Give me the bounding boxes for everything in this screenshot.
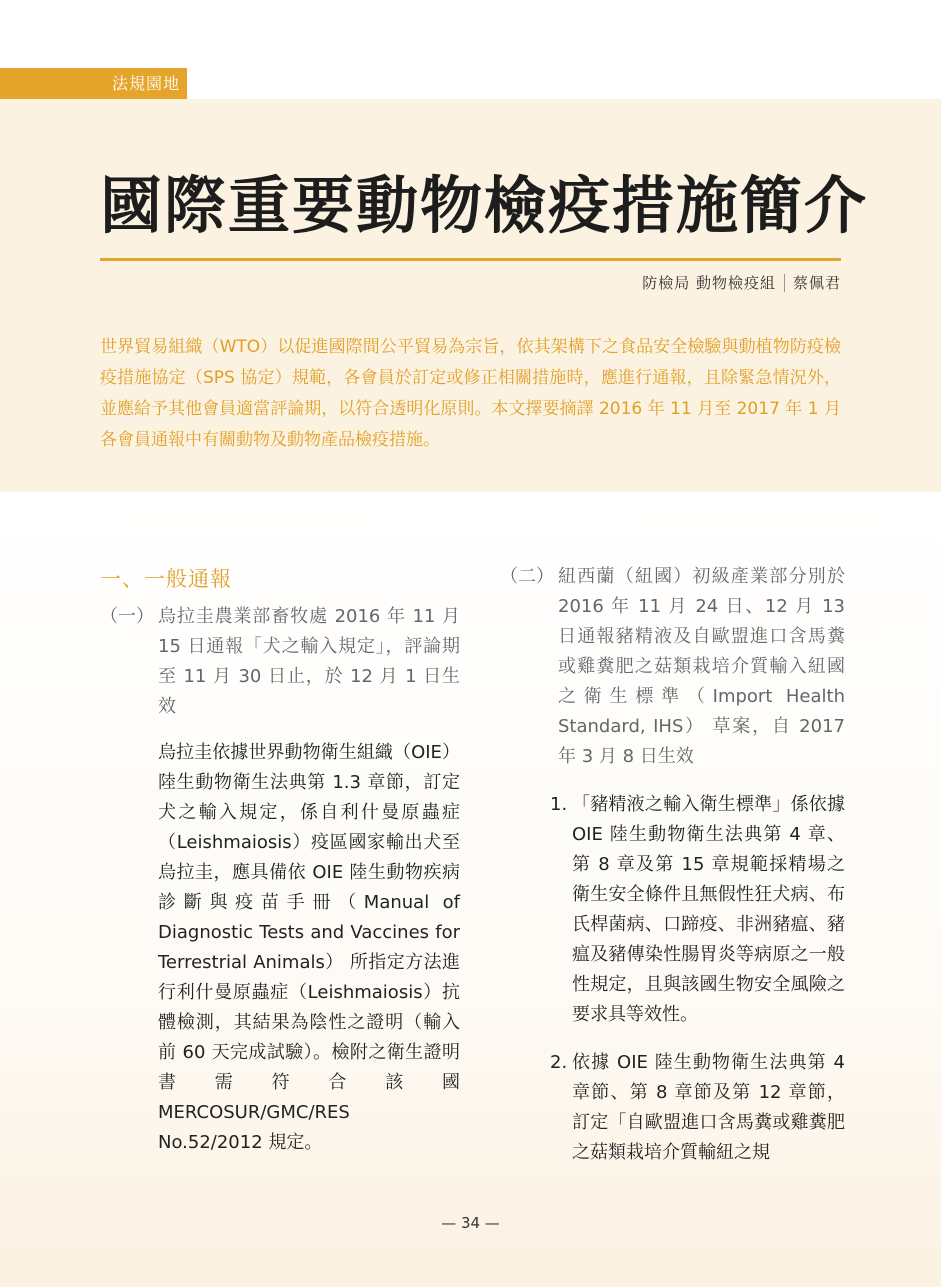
byline (642, 272, 841, 293)
item-title: 紐西蘭（紐國）初級產業部分別於 2016 年 11 月 24 日、12 月 13 日通報豬精液及自歐盟進口含馬糞或雞糞肥之菇類栽培介質輸入紐國之衛生標準（Import Health Standard, IHS） 草案，自 2017 年 3 月 8 日生效 (558, 566, 845, 767)
item-title: 烏拉圭農業部畜牧處 2016 年 11 月 15 日通報「犬之輸入規定」，評論期至 11 月 30 日止，於 12 月 1 日生效 (158, 606, 461, 717)
right-column (500, 562, 845, 1168)
list-item (100, 602, 460, 722)
page-title: 國際重要動物檢疫措施簡介 (100, 169, 869, 242)
sub-item-number: 1. (550, 794, 568, 815)
title-divider (100, 258, 841, 261)
byline-author: 蔡佩君 (792, 274, 841, 292)
item-body: 烏拉圭依據世界動物衛生組織（OIE）陸生動物衛生法典第 1.3 章節，訂定犬之輸入規定，係自利什曼原蟲症（Leishmaiosis）疫區國家輸出犬至烏拉圭，應具備依 OIE 陸生動物疾病診斷與疫苗手冊（Manual of Diagnostic Tests and Vaccines for Terrestrial Animals） 所指定方法進行利什曼原蟲症（Leishmaiosis）抗體檢測，其結果為陰性之證明（輸入前 60 天完成試驗）。檢附之衛生證明書需符合該國 MERCOSUR/GMC/RES No.52/2012 規定。 (158, 742, 460, 1153)
abstract: 世界貿易組織（WTO）以促進國際間公平貿易為宗旨，依其架構下之食品安全檢驗與動植物防疫檢疫措施協定（SPS 協定）規範，各會員於訂定或修正相關措施時，應進行通報，且除緊急情況外，並應給予其他會員適當評論期，以符合透明化原則。本文擇要摘譯 2016 年 11 月至 2017 年 1 月各會員通報中有關動物及動物產品檢疫措施。 (100, 337, 841, 450)
left-column (100, 562, 460, 1158)
sub-item (500, 1048, 845, 1168)
byline-separator (784, 274, 785, 292)
top-margin (0, 0, 941, 68)
list-item (500, 562, 845, 772)
sub-item-text: 「豬精液之輸入衛生標準」係依據 OIE 陸生動物衛生法典第 4 章、第 8 章及第 15 章規範採精場之衛生安全條件且無假性狂犬病、布氏桿菌病、口蹄疫、非洲豬瘟、豬瘟及豬傳染性腸胃炎等病原之一般性規定，且與該國生物安全風險之要求具等效性。 (572, 794, 845, 1025)
item-number: （二） (500, 566, 554, 587)
byline-org: 防檢局 動物檢疫組 (642, 274, 776, 292)
section-heading: 一、一般通報 (100, 567, 232, 591)
item-number: （一） (100, 606, 154, 627)
sub-item (500, 790, 845, 1030)
page-number: — 34 — (441, 1214, 500, 1232)
section-tab: 法規園地 (0, 68, 187, 99)
sub-item-number: 2. (550, 1052, 568, 1073)
sub-item-text: 依據 OIE 陸生動物衛生法典第 4 章節、第 8 章節及第 12 章節，訂定「自歐盟進口含馬糞或雞糞肥之菇類栽培介質輸紐之規 (572, 1052, 845, 1163)
